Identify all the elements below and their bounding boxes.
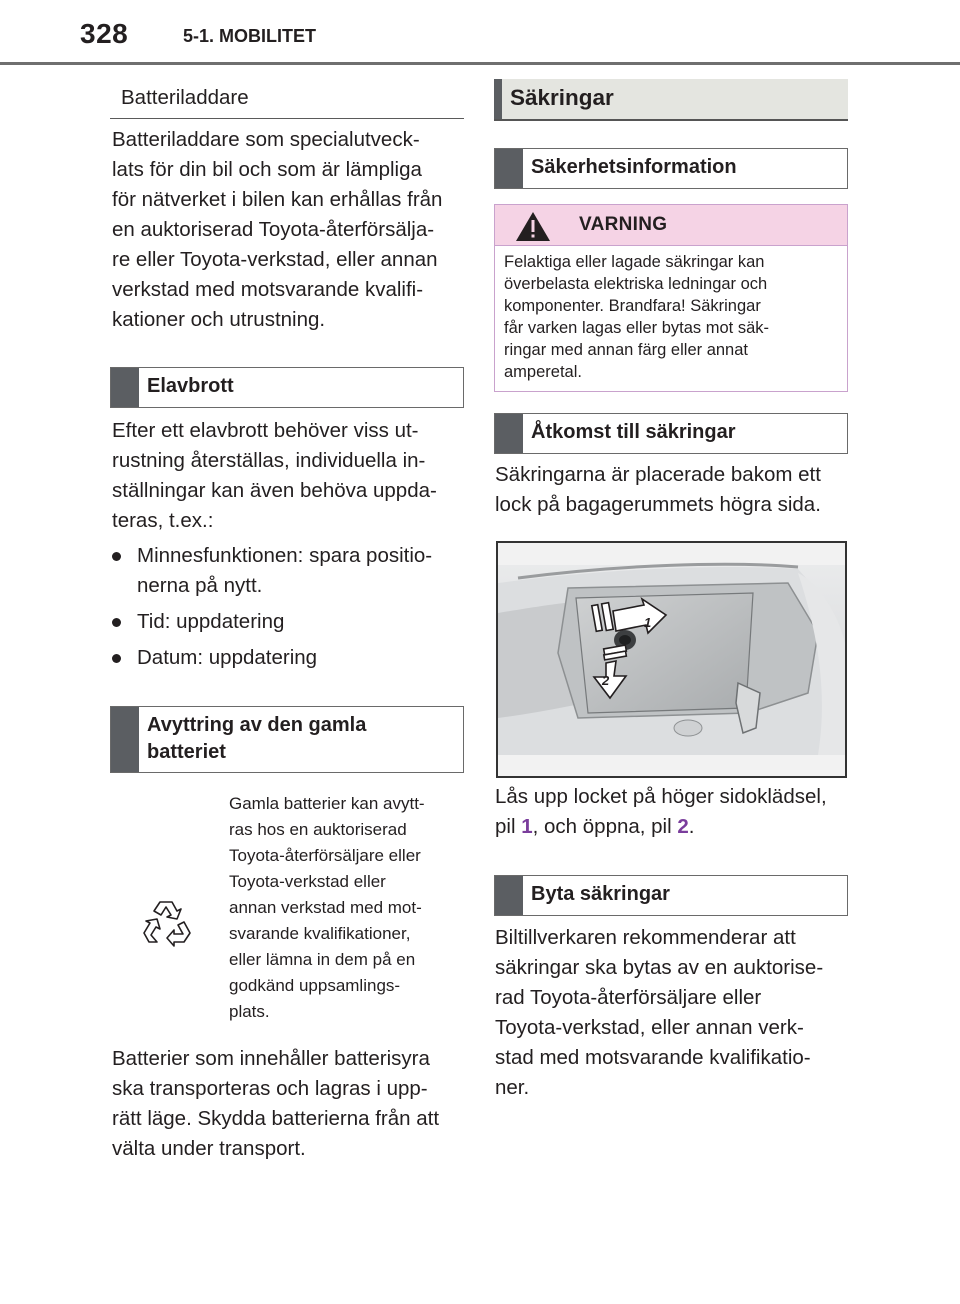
bullet-dot bbox=[112, 654, 121, 663]
recycle-icon bbox=[140, 896, 192, 948]
text-line bbox=[495, 812, 857, 842]
text-fragment: . bbox=[688, 815, 695, 838]
outage-heading: Elavbrott bbox=[147, 375, 234, 397]
list-item bbox=[112, 541, 472, 603]
text-line: komponenter. Brandfara! Säkringar bbox=[504, 297, 761, 315]
arrow-number-1: 1 bbox=[521, 815, 533, 838]
text-line: ringar med annan färg eller annat bbox=[504, 341, 748, 359]
charger-heading: Batteriladdare bbox=[121, 86, 249, 109]
text-line: annan verkstad med mot- bbox=[229, 898, 422, 917]
text-line: en auktoriserad Toyota-återförsälja- bbox=[112, 218, 435, 241]
text-line: stad med motsvarande kvalifikatio- bbox=[495, 1046, 811, 1069]
outage-paragraph bbox=[112, 416, 472, 536]
access-heading: Åtkomst till säkringar bbox=[531, 421, 736, 443]
warning-text bbox=[504, 251, 839, 383]
text-line: Batteriladdare som specialutveck- bbox=[112, 128, 420, 151]
bullet-text: Tid: uppdatering bbox=[137, 610, 285, 633]
text-line: nerna på nytt. bbox=[137, 574, 263, 597]
heading-bar bbox=[494, 79, 502, 119]
text-line: får varken lagas eller bytas mot säk- bbox=[504, 319, 770, 337]
text-line: för nätverket i bilen kan erhållas från bbox=[112, 188, 443, 211]
warning-title: VARNING bbox=[579, 214, 668, 235]
text-line: ras hos en auktoriserad bbox=[229, 820, 407, 839]
charger-heading-rule bbox=[110, 118, 464, 119]
fuses-heading-box bbox=[494, 79, 848, 121]
replace-heading: Byta säkringar bbox=[531, 883, 670, 905]
text-line: Gamla batterier kan avytt- bbox=[229, 794, 425, 813]
heading-bar bbox=[495, 149, 523, 188]
text-line: rätt läge. Skydda batterierna från att bbox=[112, 1107, 440, 1130]
trunk-illustration bbox=[496, 541, 847, 778]
recycle-note bbox=[229, 791, 469, 1025]
text-line: rustning återställas, individuella in- bbox=[112, 449, 426, 472]
photo-arrow-2-label: 2 bbox=[602, 673, 610, 688]
text-line: Lås upp locket på höger sidoklädsel, bbox=[495, 785, 827, 808]
outage-heading-box bbox=[110, 367, 464, 408]
heading-bar bbox=[111, 368, 139, 407]
bullet-dot bbox=[112, 618, 121, 627]
text-line: amperetal. bbox=[504, 363, 582, 381]
text-line: Toyota-verkstad, eller annan verk- bbox=[495, 1016, 804, 1039]
heading-bar bbox=[111, 707, 139, 772]
text-line: Toyota-verkstad eller bbox=[229, 872, 386, 891]
text-line: Säkringarna är placerade bakom ett bbox=[495, 463, 821, 486]
text-line: batteriet bbox=[147, 741, 226, 763]
text-line: re eller Toyota-verkstad, eller annan bbox=[112, 248, 438, 271]
text-line: plats. bbox=[229, 1002, 270, 1021]
transport-paragraph bbox=[112, 1044, 474, 1164]
text-line: överbelasta elektriska ledningar och bbox=[504, 275, 768, 293]
list-item bbox=[112, 643, 472, 673]
text-line: Felaktiga eller lagade säkringar kan bbox=[504, 253, 765, 271]
list-item bbox=[112, 607, 472, 637]
warning-box bbox=[494, 204, 848, 392]
arrow-number-2: 2 bbox=[677, 815, 689, 838]
photo-arrow-1-label: 1 bbox=[644, 615, 652, 630]
heading-bar bbox=[495, 876, 523, 915]
text-line: välta under transport. bbox=[112, 1137, 306, 1160]
heading-bar bbox=[495, 414, 523, 453]
text-line: Avyttring av den gamla bbox=[147, 714, 367, 736]
bullet-text: Datum: uppdatering bbox=[137, 646, 318, 669]
warning-icon bbox=[515, 211, 551, 247]
disposal-heading-box bbox=[110, 706, 464, 773]
text-fragment: pil bbox=[495, 815, 522, 838]
text-line: ska transporteras och lagras i upp- bbox=[112, 1077, 428, 1100]
replace-paragraph bbox=[495, 923, 857, 1103]
text-line: lock på bagagerummets högra sida. bbox=[495, 493, 821, 516]
text-line: eller lämna in dem på en bbox=[229, 950, 416, 969]
text-line: Batterier som innehåller batterisyra bbox=[112, 1047, 430, 1070]
text-fragment: , och öppna, pil bbox=[532, 815, 678, 838]
fuses-heading: Säkringar bbox=[510, 85, 614, 110]
safety-heading: Säkerhetsinformation bbox=[531, 156, 737, 178]
text-line: rad Toyota-återförsäljare eller bbox=[495, 986, 762, 1009]
safety-heading-box bbox=[494, 148, 848, 189]
header-rule bbox=[0, 62, 960, 65]
text-line: verkstad med motsvarande kvalifi- bbox=[112, 278, 424, 301]
text-line: kationer och utrustning. bbox=[112, 308, 326, 331]
text-line: ställningar kan även behöva uppda- bbox=[112, 479, 437, 502]
text-line: Minnesfunktionen: spara positio- bbox=[137, 544, 433, 567]
text-line: ner. bbox=[495, 1076, 530, 1099]
page-number: 328 bbox=[80, 18, 129, 49]
replace-heading-box bbox=[494, 875, 848, 916]
unlock-paragraph bbox=[495, 782, 857, 842]
section-title: 5-1. MOBILITET bbox=[183, 26, 317, 46]
access-heading-box bbox=[494, 413, 848, 454]
bullet-dot bbox=[112, 552, 121, 561]
text-line: Biltillverkaren rekommenderar att bbox=[495, 926, 796, 949]
access-paragraph bbox=[495, 460, 855, 520]
text-line: svarande kvalifikationer, bbox=[229, 924, 411, 943]
text-line: Efter ett elavbrott behöver viss ut- bbox=[112, 419, 419, 442]
text-line: Toyota-återförsäljare eller bbox=[229, 846, 421, 865]
text-line: lats för din bil och som är lämpliga bbox=[112, 158, 422, 181]
charger-paragraph bbox=[112, 125, 472, 335]
text-line: säkringar ska bytas av en auktorise- bbox=[495, 956, 824, 979]
text-line: teras, t.ex.: bbox=[112, 509, 214, 532]
bullet-text bbox=[137, 541, 432, 601]
text-line: godkänd uppsamlings- bbox=[229, 976, 401, 995]
disposal-heading bbox=[147, 712, 366, 766]
warning-header bbox=[495, 205, 847, 246]
